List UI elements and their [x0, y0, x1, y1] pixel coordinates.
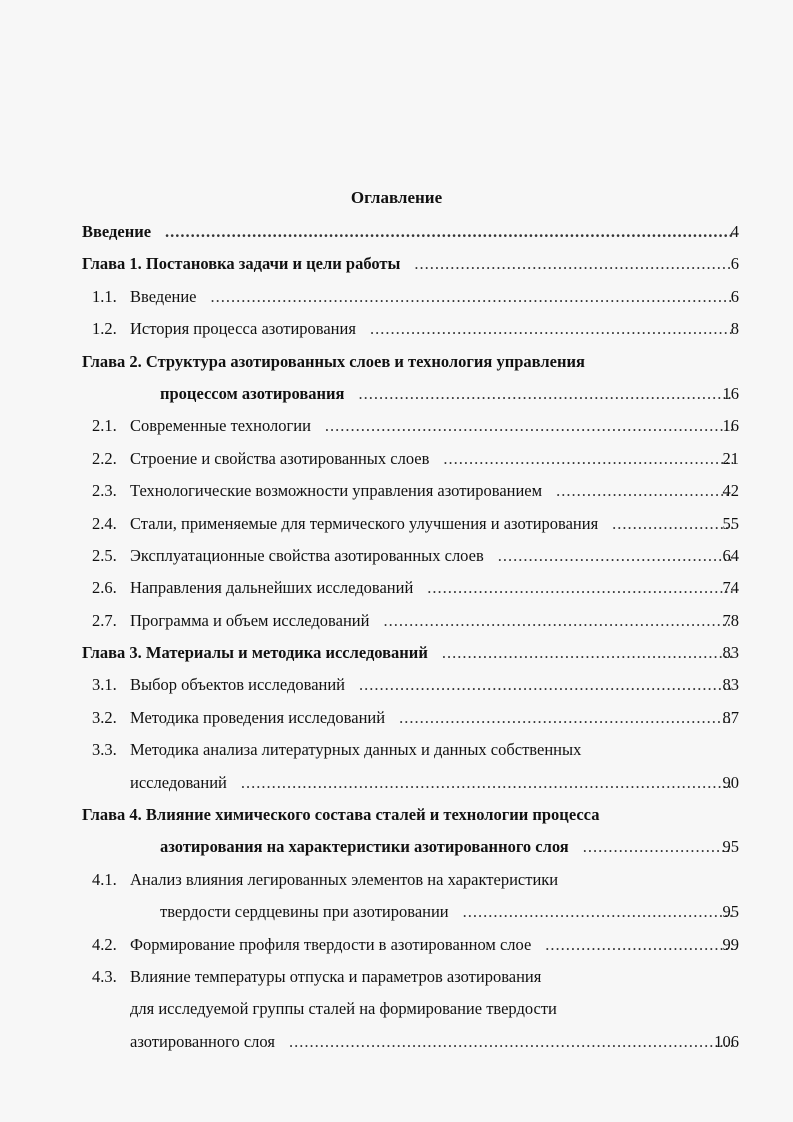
toc-entry-continuation	[0, 382, 793, 414]
leader-dots	[165, 220, 733, 244]
toc-entry	[0, 317, 793, 349]
toc-entry	[0, 738, 793, 770]
toc-entry-text: Выбор объектов исследований	[130, 675, 346, 695]
toc-entry-text: Глава 1. Постановка задачи и цели работы	[82, 254, 401, 274]
toc-page-number: 55	[722, 513, 739, 533]
toc-entry-text: твердости сердцевины при азотировании	[160, 902, 449, 922]
toc-entry-number: 4.1.	[92, 869, 117, 889]
leader-dots	[211, 285, 733, 309]
leader-dots	[399, 706, 733, 730]
toc-entry	[0, 414, 793, 446]
toc-entry	[0, 609, 793, 641]
toc-entry-number: 1.2.	[92, 319, 117, 339]
toc-entry-number: 2.1.	[92, 416, 117, 436]
toc-entry-text: Методика анализа литературных данных и данных собственных	[130, 740, 582, 760]
toc-entry	[0, 803, 793, 835]
toc-entry-number: 2.7.	[92, 610, 117, 630]
leader-dots	[289, 1030, 733, 1054]
toc-page-number: 64	[722, 545, 739, 565]
leader-dots	[325, 414, 733, 438]
toc-page-number: 106	[714, 1031, 739, 1051]
toc-entry-text: исследований	[130, 772, 227, 792]
toc-page-number: 6	[730, 254, 739, 274]
toc-entry-number: 2.3.	[92, 481, 117, 501]
toc-entry-continuation	[0, 835, 793, 867]
toc-page-number: 83	[722, 643, 739, 663]
toc-entry-text: Программа и объем исследований	[130, 610, 370, 630]
toc-entry	[0, 350, 793, 382]
toc-entry-text: Глава 3. Материалы и методика исследований	[82, 643, 428, 663]
toc-entry-text: Введение	[130, 286, 197, 306]
toc-page-number: 16	[722, 416, 739, 436]
toc-entry-text: для исследуемой группы сталей на формирование твердости	[130, 999, 557, 1019]
toc-page-number: 83	[722, 675, 739, 695]
toc-entry-text: азотированного слоя	[130, 1031, 275, 1051]
toc-entry-text: Глава 4. Влияние химического состава сталей и технологии процесса	[82, 805, 600, 825]
toc-entry	[0, 673, 793, 705]
toc-entry-text: Анализ влияния легированных элементов на характеристики	[130, 869, 559, 889]
toc-entry-number: 2.6.	[92, 578, 117, 598]
toc-page-number: 42	[722, 481, 739, 501]
toc-entry	[0, 479, 793, 511]
toc-page-number: 90	[722, 772, 739, 792]
toc-entry	[0, 965, 793, 997]
leader-dots	[383, 609, 733, 633]
toc-entry-number: 2.4.	[92, 513, 117, 533]
toc-entry-number: 3.3.	[92, 740, 117, 760]
toc-entry-number: 1.1.	[92, 286, 117, 306]
toc-entry-text: процессом азотирования	[160, 383, 345, 403]
table-of-contents	[0, 220, 793, 1062]
toc-entry-text: Современные технологии	[130, 416, 311, 436]
toc-entry	[0, 285, 793, 317]
leader-dots	[358, 382, 733, 406]
toc-entry-continuation	[0, 900, 793, 932]
toc-page-number: 6	[730, 286, 739, 306]
toc-page-number: 4	[730, 222, 739, 241]
toc-title: Оглавление	[350, 188, 443, 207]
leader-dots	[427, 576, 733, 600]
toc-page-number: 87	[722, 707, 739, 727]
toc-entry-number: 2.2.	[92, 448, 117, 468]
toc-entry-number: 4.2.	[92, 934, 117, 954]
toc-entry-continuation	[0, 1030, 793, 1062]
toc-page-number: 78	[722, 610, 739, 630]
toc-entry-text: Строение и свойства азотированных слоев	[130, 448, 430, 468]
toc-page-number: 95	[722, 902, 739, 922]
toc-entry	[0, 544, 793, 576]
toc-page-number: 74	[722, 578, 739, 598]
toc-entry	[0, 706, 793, 738]
toc-entry-text: Формирование профиля твердости в азотированном слое	[130, 934, 532, 954]
toc-entry-text: Влияние температуры отпуска и параметров азотирования	[130, 966, 542, 986]
toc-entry-text: Глава 2. Структура азотированных слоев и технология управления	[82, 351, 585, 371]
toc-entry	[0, 641, 793, 673]
toc-entry	[0, 220, 793, 252]
toc-entry-text: азотирования на характеристики азотированного слоя	[160, 837, 569, 857]
leader-dots	[414, 252, 733, 276]
toc-entry-text: Технологические возможности управления азотированием	[130, 481, 543, 501]
toc-entry-text: Методика проведения исследований	[130, 707, 386, 727]
toc-page-number: 95	[722, 837, 739, 857]
toc-entry-continuation	[0, 997, 793, 1029]
toc-entry-text: Введение	[82, 222, 152, 241]
toc-entry-number: 2.5.	[92, 545, 117, 565]
toc-entry-text: Направления дальнейших исследований	[130, 578, 414, 598]
toc-entry	[0, 447, 793, 479]
toc-entry-continuation	[0, 771, 793, 803]
toc-entry-text: История процесса азотирования	[130, 319, 356, 339]
leader-dots	[370, 317, 733, 341]
toc-page-number: 8	[730, 319, 739, 339]
toc-entry-number: 4.3.	[92, 966, 117, 986]
toc-entry-number: 3.2.	[92, 707, 117, 727]
toc-entry	[0, 868, 793, 900]
toc-entry	[0, 252, 793, 284]
toc-entry	[0, 576, 793, 608]
leader-dots	[241, 771, 733, 795]
toc-entry-number: 3.1.	[92, 675, 117, 695]
toc-entry-text: Эксплуатационные свойства азотированных слоев	[130, 545, 484, 565]
toc-entry	[0, 933, 793, 965]
toc-entry-text: Стали, применяемые для термического улучшения и азотирования	[130, 513, 599, 533]
toc-page-number: 16	[722, 383, 739, 403]
toc-page-number: 21	[722, 448, 739, 468]
leader-dots	[359, 673, 733, 697]
toc-page-number: 99	[722, 934, 739, 954]
toc-entry	[0, 512, 793, 544]
